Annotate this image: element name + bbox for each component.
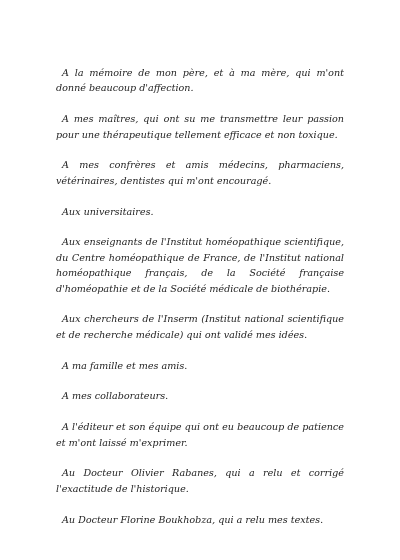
dedication-paragraph: A mes confrères et amis médecins, pharmaciens, vétérinaires, dentistes qui m'ont encouragé. [56,160,344,187]
dedication-paragraph: Aux chercheurs de l'Inserm (Institut national scientifique et de recherche médicale) qui ont validé mes idées. [56,314,344,341]
dedication-paragraph: A mes maîtres, qui ont su me transmettre leur passion pour une thérapeutique tellement efficace et non toxique. [56,114,344,141]
dedication-paragraph: A mes collaborateurs. [62,391,169,403]
dedication-paragraph: Aux universitaires. [62,206,154,218]
dedication-paragraph: Au Docteur Florine Boukhobza, qui a relu mes textes. [62,514,324,526]
dedication-paragraph: A la mémoire de mon père, et à ma mère, qui m'ont donné beaucoup d'affection. [56,68,344,95]
dedication-paragraph: Aux enseignants de l'Institut homéopathique scientifique, du Centre homéopathique de France, de l'Institut national homéopathique français, de la Société française d'homéopathie et de la Société médicale de biothérapie. [56,237,344,295]
dedication-paragraph: A ma famille et mes amis. [62,360,188,372]
dedication-paragraph: Au Docteur Olivier Rabanes, qui a relu et corrigé l'exactitude de l'historique. [56,468,344,495]
dedication-paragraph: A l'éditeur et son équipe qui ont eu beaucoup de patience et m'ont laissé m'exprimer. [56,422,344,449]
